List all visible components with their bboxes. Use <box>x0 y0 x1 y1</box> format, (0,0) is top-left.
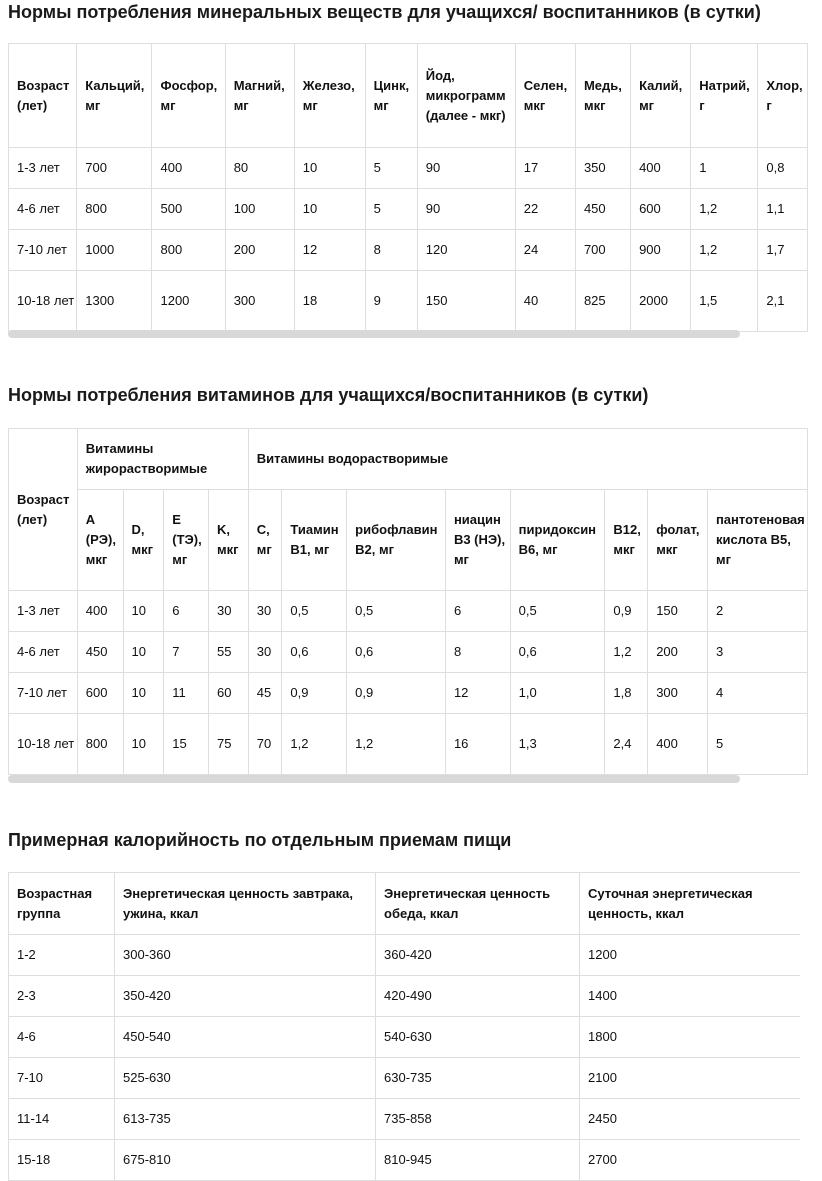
table-cell: 4-6 <box>9 1017 115 1058</box>
header-cell: Возраст (лет) <box>9 44 77 148</box>
table-cell: 15 <box>164 714 209 775</box>
table-cell: 0,5 <box>347 591 446 632</box>
table-cell: 400 <box>77 591 123 632</box>
table-row <box>9 976 801 1017</box>
table-cell: 4 <box>707 673 807 714</box>
table-cell: 1200 <box>152 271 225 332</box>
header-cell: Фосфор, мг <box>152 44 225 148</box>
header-cell: ниацин B3 (НЭ), мг <box>445 490 510 591</box>
header-cell: A (РЭ), мкг <box>77 490 123 591</box>
table-cell: 825 <box>575 271 630 332</box>
table-row <box>9 189 808 230</box>
header-cell: Энергетическая ценность обеда, ккал <box>376 873 580 935</box>
table-row <box>9 632 808 673</box>
table-cell: 1000 <box>77 230 152 271</box>
table-cell: 90 <box>417 189 515 230</box>
table-row <box>9 271 808 332</box>
table-cell: 800 <box>77 714 123 775</box>
header-cell: Магний, мг <box>225 44 294 148</box>
table-row <box>9 714 808 775</box>
table-row <box>9 148 808 189</box>
table-cell: 1 <box>691 148 758 189</box>
table-cell: 70 <box>248 714 282 775</box>
header-cell: Цинк, мг <box>365 44 417 148</box>
table-cell: 1300 <box>77 271 152 332</box>
table-cell: 420-490 <box>376 976 580 1017</box>
table-cell: 30 <box>209 591 249 632</box>
table-cell: 700 <box>575 230 630 271</box>
table-cell: 4-6 лет <box>9 632 78 673</box>
table-cell: 450-540 <box>115 1017 376 1058</box>
table-cell: 15-18 <box>9 1140 115 1181</box>
table-cell: 1-3 лет <box>9 148 77 189</box>
table-cell: 350 <box>575 148 630 189</box>
table-cell: 1-3 лет <box>9 591 78 632</box>
table-cell: 300 <box>225 271 294 332</box>
table-row <box>9 1017 801 1058</box>
table-row <box>9 230 808 271</box>
table-cell: 1,2 <box>282 714 347 775</box>
header-cell: Суточная энергетическая ценность, ккал <box>580 873 801 935</box>
table-row <box>9 591 808 632</box>
table-cell: 200 <box>648 632 708 673</box>
table-cell: 2450 <box>580 1099 801 1140</box>
table-cell: 525-630 <box>115 1058 376 1099</box>
table-cell: 450 <box>77 632 123 673</box>
table-row <box>9 1140 801 1181</box>
table-row <box>9 1099 801 1140</box>
table-row <box>9 935 801 976</box>
table-cell: 1,8 <box>605 673 648 714</box>
table-row <box>9 673 808 714</box>
table-cell: 10 <box>123 673 164 714</box>
table-cell: 10 <box>294 189 365 230</box>
table-cell: 360-420 <box>376 935 580 976</box>
table-cell: 150 <box>417 271 515 332</box>
table-cell: 10-18 лет <box>9 714 78 775</box>
table-cell: 80 <box>225 148 294 189</box>
table-cell: 500 <box>152 189 225 230</box>
table-cell: 735-858 <box>376 1099 580 1140</box>
table-cell: 6 <box>164 591 209 632</box>
table-cell: 0,8 <box>758 148 808 189</box>
group-header-fat: Витамины жирорастворимые <box>77 429 248 490</box>
table-cell: 12 <box>294 230 365 271</box>
table-cell: 400 <box>648 714 708 775</box>
header-cell: фолат, мкг <box>648 490 708 591</box>
table-cell: 22 <box>515 189 575 230</box>
table-cell: 9 <box>365 271 417 332</box>
table-cell: 5 <box>365 148 417 189</box>
vitamins-table-container[interactable] <box>8 428 808 775</box>
header-cell: Кальций, мг <box>77 44 152 148</box>
header-cell: Возраст (лет) <box>9 429 78 591</box>
header-cell: C, мг <box>248 490 282 591</box>
table-cell: 8 <box>445 632 510 673</box>
header-cell: пантотеновая кислота B5, мг <box>707 490 807 591</box>
table-cell: 400 <box>631 148 691 189</box>
table-cell: 1,2 <box>691 189 758 230</box>
table-cell: 1400 <box>580 976 801 1017</box>
table-cell: 0,5 <box>282 591 347 632</box>
table-cell: 800 <box>77 189 152 230</box>
table-cell: 600 <box>631 189 691 230</box>
table-cell: 600 <box>77 673 123 714</box>
table-cell: 1,2 <box>691 230 758 271</box>
table-cell: 450 <box>575 189 630 230</box>
table-cell: 800 <box>152 230 225 271</box>
header-cell: Железо, мг <box>294 44 365 148</box>
table-cell: 0,5 <box>510 591 605 632</box>
calories-table <box>8 872 800 1181</box>
table-cell: 7-10 <box>9 1058 115 1099</box>
header-cell: Селен, мкг <box>515 44 575 148</box>
table-cell: 1800 <box>580 1017 801 1058</box>
table-cell: 300-360 <box>115 935 376 976</box>
table-cell: 5 <box>365 189 417 230</box>
table-cell: 11 <box>164 673 209 714</box>
vitamins-header-row <box>9 490 808 591</box>
calories-title: Примерная калорийность по отдельным приемам пищи <box>8 830 512 850</box>
header-cell: Тиамин B1, мг <box>282 490 347 591</box>
table-cell: 17 <box>515 148 575 189</box>
table-cell: 2100 <box>580 1058 801 1099</box>
table-cell: 2700 <box>580 1140 801 1181</box>
header-cell: Энергетическая ценность завтрака, ужина, ккал <box>115 873 376 935</box>
table-cell: 60 <box>209 673 249 714</box>
header-cell: Натрий, г <box>691 44 758 148</box>
table-cell: 120 <box>417 230 515 271</box>
table-cell: 1-2 <box>9 935 115 976</box>
table-cell: 100 <box>225 189 294 230</box>
table-cell: 630-735 <box>376 1058 580 1099</box>
header-cell: Хлор, г <box>758 44 808 148</box>
minerals-scrollbar[interactable] <box>8 330 740 338</box>
calories-table-container <box>8 872 800 1181</box>
table-cell: 3 <box>707 632 807 673</box>
vitamins-group-row <box>9 429 808 490</box>
table-cell: 1,0 <box>510 673 605 714</box>
table-cell: 5 <box>707 714 807 775</box>
header-cell: Медь, мкг <box>575 44 630 148</box>
table-cell: 200 <box>225 230 294 271</box>
table-cell: 75 <box>209 714 249 775</box>
header-cell: пиридоксин B6, мг <box>510 490 605 591</box>
table-cell: 400 <box>152 148 225 189</box>
table-cell: 7-10 лет <box>9 230 77 271</box>
table-cell: 2,4 <box>605 714 648 775</box>
table-cell: 1,2 <box>605 632 648 673</box>
table-cell: 0,6 <box>510 632 605 673</box>
table-cell: 7-10 лет <box>9 673 78 714</box>
header-cell: E (ТЭ), мг <box>164 490 209 591</box>
table-cell: 613-735 <box>115 1099 376 1140</box>
header-cell: D, мкг <box>123 490 164 591</box>
table-cell: 1200 <box>580 935 801 976</box>
table-cell: 2 <box>707 591 807 632</box>
table-cell: 700 <box>77 148 152 189</box>
minerals-table-container[interactable] <box>8 43 808 332</box>
table-cell: 810-945 <box>376 1140 580 1181</box>
table-cell: 2-3 <box>9 976 115 1017</box>
header-cell: B12, мкг <box>605 490 648 591</box>
table-row <box>9 1058 801 1099</box>
header-cell: Калий, мг <box>631 44 691 148</box>
table-cell: 10 <box>123 591 164 632</box>
table-cell: 10 <box>294 148 365 189</box>
table-cell: 10 <box>123 632 164 673</box>
minerals-header-row <box>9 44 808 148</box>
table-cell: 150 <box>648 591 708 632</box>
table-cell: 6 <box>445 591 510 632</box>
table-cell: 8 <box>365 230 417 271</box>
header-cell: Возрастная группа <box>9 873 115 935</box>
table-cell: 45 <box>248 673 282 714</box>
table-cell: 18 <box>294 271 365 332</box>
table-cell: 55 <box>209 632 249 673</box>
table-cell: 90 <box>417 148 515 189</box>
table-cell: 300 <box>648 673 708 714</box>
header-cell: рибофлавин B2, мг <box>347 490 446 591</box>
vitamins-title: Нормы потребления витаминов для учащихся/воспитанников (в сутки) <box>8 385 649 405</box>
table-cell: 0,9 <box>282 673 347 714</box>
calories-header-row <box>9 873 801 935</box>
table-cell: 30 <box>248 591 282 632</box>
table-cell: 900 <box>631 230 691 271</box>
group-header-water: Витамины водорастворимые <box>248 429 807 490</box>
vitamins-scrollbar[interactable] <box>8 775 740 783</box>
table-cell: 0,9 <box>605 591 648 632</box>
table-cell: 675-810 <box>115 1140 376 1181</box>
table-cell: 7 <box>164 632 209 673</box>
table-cell: 2,1 <box>758 271 808 332</box>
table-cell: 24 <box>515 230 575 271</box>
table-cell: 10-18 лет <box>9 271 77 332</box>
table-cell: 1,7 <box>758 230 808 271</box>
table-cell: 0,9 <box>347 673 446 714</box>
table-cell: 0,6 <box>282 632 347 673</box>
minerals-title: Нормы потребления минеральных веществ для учащихся/ воспитанников (в сутки) <box>8 2 761 22</box>
header-cell: K, мкг <box>209 490 249 591</box>
table-cell: 2000 <box>631 271 691 332</box>
table-cell: 350-420 <box>115 976 376 1017</box>
header-cell: Йод, микрограмм (далее - мкг) <box>417 44 515 148</box>
table-cell: 0,6 <box>347 632 446 673</box>
table-cell: 30 <box>248 632 282 673</box>
table-cell: 1,5 <box>691 271 758 332</box>
table-cell: 1,2 <box>347 714 446 775</box>
table-cell: 40 <box>515 271 575 332</box>
table-cell: 4-6 лет <box>9 189 77 230</box>
table-cell: 540-630 <box>376 1017 580 1058</box>
table-cell: 12 <box>445 673 510 714</box>
table-cell: 16 <box>445 714 510 775</box>
vitamins-table <box>8 428 808 775</box>
minerals-table <box>8 43 808 332</box>
table-cell: 10 <box>123 714 164 775</box>
table-cell: 1,3 <box>510 714 605 775</box>
table-cell: 1,1 <box>758 189 808 230</box>
table-cell: 11-14 <box>9 1099 115 1140</box>
